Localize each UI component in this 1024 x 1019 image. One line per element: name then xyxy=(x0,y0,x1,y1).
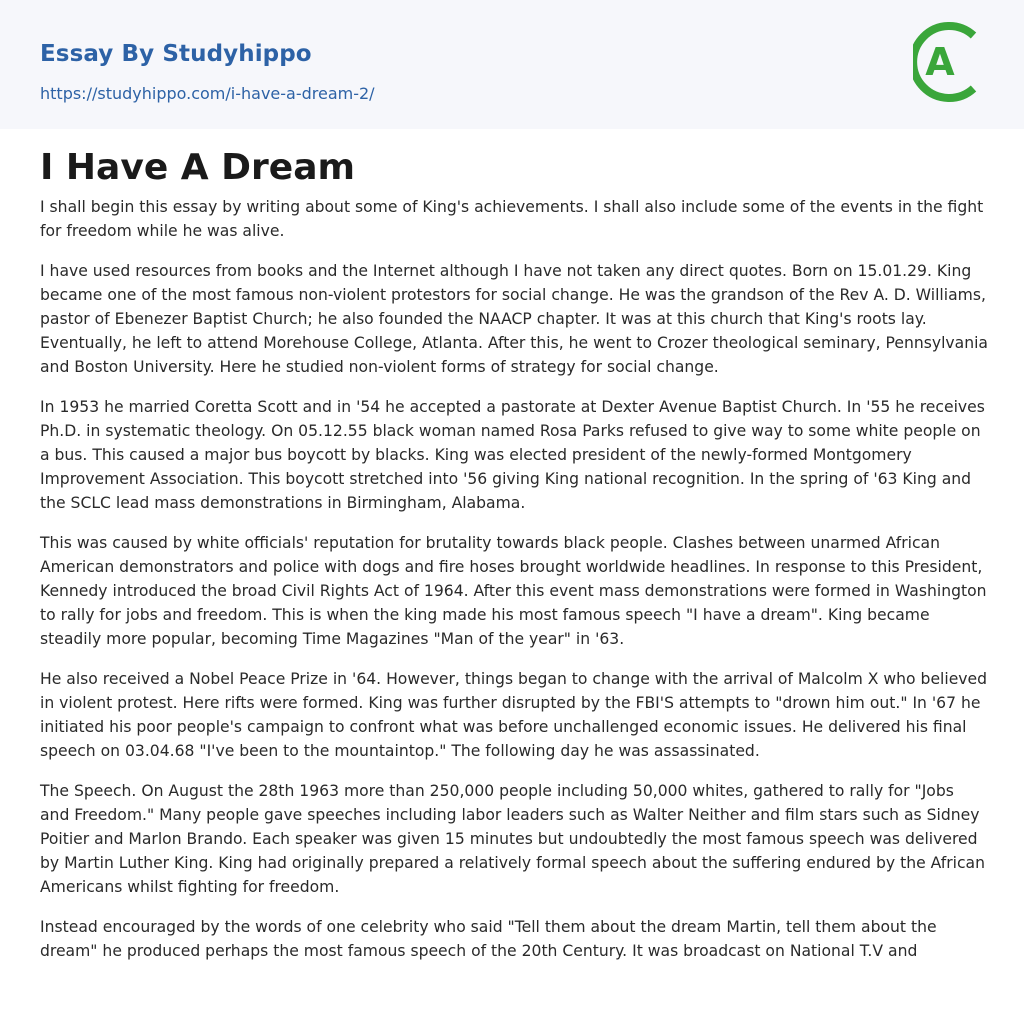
essay-title: I Have A Dream xyxy=(40,147,356,188)
studyhippo-logo-icon[interactable] xyxy=(913,19,985,105)
essay-paragraph: I have used resources from books and the Internet although I have not taken any direct quotes. Born on 15.01.29. King became one of the most famous non-violent protestors for social change. He was the grandson of the Rev A. D. Williams, pastor of Ebenezer Baptist Church; he also founded the NAACP chapter. It was at this church that King's roots lay. Eventually, he left to attend Morehouse College, Atlanta. After this, he went to Crozer theological seminary, Pennsylvania and Boston University. Here he studied non-violent forms of strategy for social change. xyxy=(40,262,988,376)
essay-body xyxy=(40,195,988,979)
essay-paragraph: In 1953 he married Coretta Scott and in '54 he accepted a pastorate at Dexter Avenue Baptist Church. In '55 he receives Ph.D. in systematic theology. On 05.12.55 black woman named Rosa Parks refused to give way to some white people on a bus. This caused a major bus boycott by blacks. King was elected president of the newly-formed Montgomery Improvement Association. This boycott stretched into '56 giving King national recognition. In the spring of '63 King and the SCLC lead mass demonstrations in Birmingham, Alabama. xyxy=(40,398,985,512)
logo-letter: A xyxy=(925,40,955,84)
essay-paragraph: Instead encouraged by the words of one celebrity who said "Tell them about the dream Martin, tell them about the dream" he produced perhaps the most famous speech of the 20th Century. It was broadcast on National T.V and xyxy=(40,918,937,960)
essay-paragraph: The Speech. On August the 28th 1963 more than 250,000 people including 50,000 whites, gathered to rally for "Jobs and Freedom." Many people gave speeches including labor leaders such as Walter Neither and film stars such as Sidney Poitier and Marlon Brando. Each speaker was given 15 minutes but undoubtedly the most famous speech was delivered by Martin Luther King. King had originally prepared a relatively formal speech about the suffering endured by the African Americans whilst fighting for freedom. xyxy=(40,782,985,896)
essay-paragraph: He also received a Nobel Peace Prize in '64. However, things began to change with the arrival of Malcolm X who believed in violent protest. Here rifts were formed. King was further disrupted by the FBI'S attempts to "drown him out." In '67 he initiated his poor people's campaign to confront what was before unchallenged economic issues. He delivered his final speech on 03.04.68 "I've been to the mountaintop." The following day he was assassinated. xyxy=(40,670,988,760)
essay-paragraph: This was caused by white officials' reputation for brutality towards black people. Clashes between unarmed African American demonstrators and police with dogs and fire hoses brought worldwide headlines. In response to this President, Kennedy introduced the broad Civil Rights Act of 1964. After this event mass demonstrations were formed in Washington to rally for jobs and freedom. This is when the king made his most famous speech "I have a dream". King became steadily more popular, becoming Time Magazines "Man of the year" in '63. xyxy=(40,534,987,648)
brand-title[interactable]: Essay By Studyhippo xyxy=(40,41,312,67)
essay-paragraph: I shall begin this essay by writing about some of King's achievements. I shall also include some of the events in the fight for freedom while he was alive. xyxy=(40,198,984,240)
source-url-link[interactable]: https://studyhippo.com/i-have-a-dream-2/ xyxy=(40,84,375,103)
